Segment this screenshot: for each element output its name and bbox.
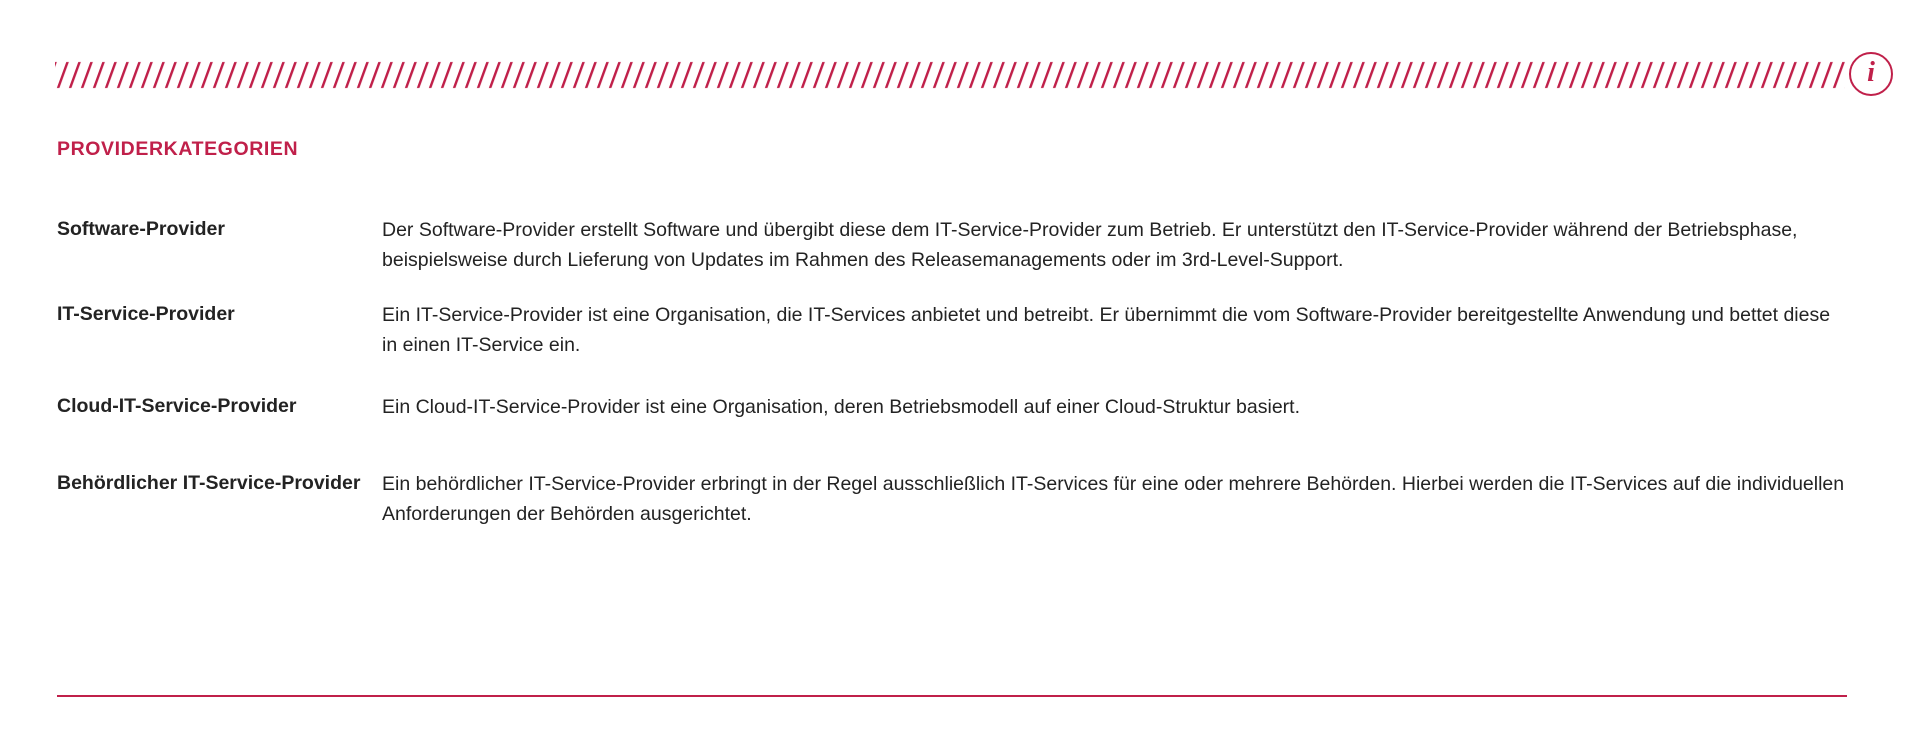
definition-term: Software-Provider — [57, 218, 225, 240]
hatched-divider — [55, 60, 1845, 90]
definition-term: Behördlicher IT-Service-Provider — [57, 472, 361, 495]
definition-term: Cloud-IT-Service-Provider — [57, 394, 297, 417]
definition-description: Ein behördlicher IT-Service-Provider erbringt in der Regel ausschließlich IT-Services für eine oder mehrere Behörden. Hierbei werden die IT-Services auf die individuellen Anforderungen der Behörden ausgerichtet. — [382, 473, 1845, 525]
list-item — [57, 470, 1847, 529]
page-title: PROVIDERKATEGORIEN — [57, 138, 299, 160]
definition-description: Ein Cloud-IT-Service-Provider ist eine Organisation, deren Betriebsmodell auf einer Cloud-Struktur basiert. — [382, 395, 1301, 418]
footer-divider — [57, 695, 1847, 697]
header-rule-row — [55, 52, 1893, 96]
definition-term: IT-Service-Provider — [57, 303, 235, 326]
info-icon — [1849, 52, 1893, 96]
list-item — [57, 301, 1847, 360]
provider-category-list — [57, 216, 1847, 529]
list-item — [57, 393, 1847, 423]
list-item — [57, 216, 1847, 275]
definition-description: Ein IT-Service-Provider ist eine Organisation, die IT-Services anbietet und betreibt. Er übernimmt die vom Software-Provider bereitgestellte Anwendung und bettet diese in einen IT-Service ein. — [382, 304, 1831, 356]
definition-description: Der Software-Provider erstellt Software und übergibt diese dem IT-Service-Provider zum Betrieb. Er unterstützt den IT-Service-Provider während der Betriebsphase, beispielsweise durch Lieferung von Updates im Rahmen des Releasemanagements oder im 3rd-Level-Support. — [382, 219, 1798, 271]
info-icon-glyph: i — [1867, 57, 1875, 88]
